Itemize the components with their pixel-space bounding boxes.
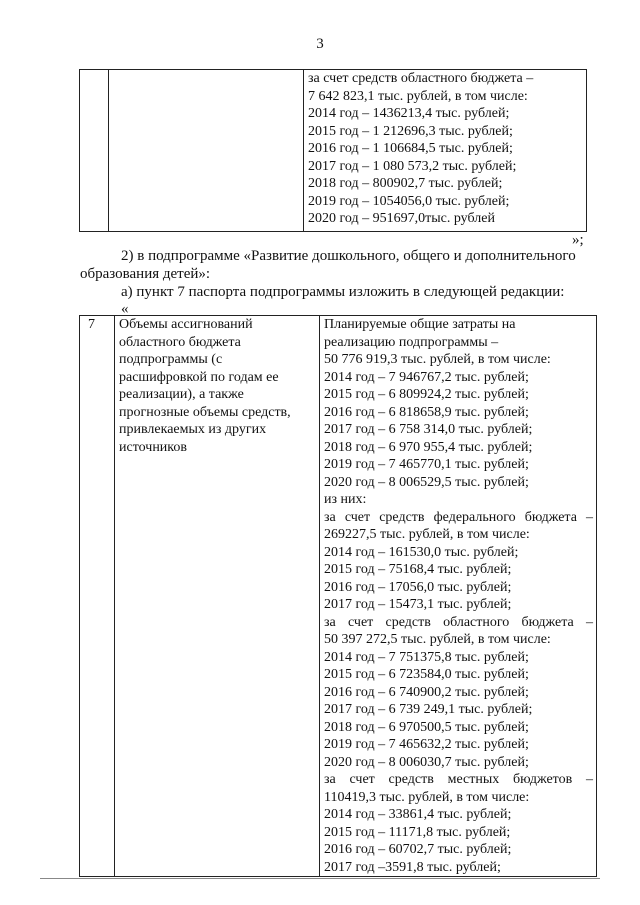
text-line: областного бюджета (119, 334, 241, 350)
text-line: расшифровкой по годам ее (119, 369, 279, 385)
text-line: 269227,5 тыс. рублей, в том числе: (324, 527, 530, 542)
text-line: прогнозные объемы средств, (119, 404, 291, 420)
passport-table (79, 315, 597, 877)
text-line: реализации), а также (119, 387, 244, 402)
text-line: 2015 год – 6 723584,0 тыс. рублей; (324, 667, 529, 682)
text-line: Объемы ассигнований (119, 317, 253, 332)
opening-quote: « (121, 301, 129, 317)
text-line: 2019 год – 7 465632,2 тыс. рублей; (324, 737, 529, 752)
text-line: 2018 год – 6 970500,5 тыс. рублей; (324, 719, 529, 735)
text-line: 2014 год – 33861,4 тыс. рублей; (324, 807, 512, 822)
table-row (80, 316, 597, 877)
value-lines (308, 70, 586, 228)
description-lines (119, 316, 319, 456)
text-line: за счет средств федерального бюджета – (324, 509, 593, 525)
page-bottom-rule (40, 878, 600, 879)
text-line: 2014 год – 161530,0 тыс. рублей; (324, 544, 519, 560)
text-line: из них: (324, 492, 367, 507)
text-line: 2017 год – 15473,1 тыс. рублей; (324, 597, 512, 612)
text-line: 2014 год – 7 946767,2 тыс. рублей; (324, 369, 529, 385)
text-line: Планируемые общие затраты на (324, 317, 516, 332)
text-line: за счет средств областного бюджета – (308, 71, 534, 86)
text-line: 2014 год – 1436213,4 тыс. рублей; (308, 106, 510, 121)
row-number: 7 (80, 316, 115, 877)
table-cell-number (80, 70, 109, 232)
text-line: 2016 год – 17056,0 тыс. рублей; (324, 579, 512, 595)
table-cell-values (320, 316, 597, 877)
text-line: 7 642 823,1 тыс. рублей, в том числе: (308, 88, 528, 104)
page-number: 3 (316, 36, 324, 52)
closing-quote: »; (572, 232, 584, 248)
text-line: 2020 год – 8 006030,7 тыс. рублей; (324, 754, 529, 770)
text-line: 2018 год – 800902,7 тыс. рублей; (308, 176, 503, 191)
text-line: 110419,3 тыс. рублей, в том числе: (324, 789, 530, 805)
text-line: за счет средств областного бюджета – (324, 614, 593, 630)
text-line: привлекаемых из других (119, 422, 267, 437)
table-cell-values (304, 70, 587, 232)
text-line: 2015 год – 1 212696,3 тыс. рублей; (308, 123, 513, 139)
text-line: 2016 год – 6 740900,2 тыс. рублей; (324, 684, 529, 700)
text-line: 2014 год – 7 751375,8 тыс. рублей; (324, 649, 529, 665)
paragraph-point7: а) пункт 7 паспорта подпрограммы изложить в следующей редакции: (121, 284, 565, 300)
text-line: 2015 год – 75168,4 тыс. рублей; (324, 562, 512, 577)
paragraph-subprogram-cont: образования детей»: (80, 266, 211, 282)
text-line: 2018 год – 6 970 955,4 тыс. рублей; (324, 439, 533, 455)
continuation-table (79, 69, 587, 232)
text-line: реализацию подпрограммы – (324, 334, 499, 350)
text-line: 50 397 272,5 тыс. рублей, в том числе: (324, 632, 551, 647)
table-cell-description (109, 70, 304, 232)
text-line: 2016 год – 6 818658,9 тыс. рублей; (324, 404, 529, 420)
text-line: 2020 год – 951697,0тыс. рублей (308, 211, 495, 226)
text-line: 50 776 919,3 тыс. рублей, в том числе: (324, 352, 551, 367)
text-line: источников (119, 439, 188, 455)
text-line: 2017 год – 6 739 249,1 тыс. рублей; (324, 702, 533, 717)
text-line: 2019 год – 7 465770,1 тыс. рублей; (324, 457, 529, 472)
text-line: за счет средств местных бюджетов – (324, 772, 593, 787)
text-line: 2015 год – 6 809924,2 тыс. рублей; (324, 387, 529, 402)
text-line: 2017 год –3591,8 тыс. рублей; (324, 859, 501, 875)
value-lines (324, 316, 593, 876)
text-line: 2016 год – 1 106684,5 тыс. рублей; (308, 141, 513, 156)
table-cell-description (115, 316, 320, 877)
text-line: 2017 год – 6 758 314,0 тыс. рублей; (324, 422, 533, 437)
text-line: 2015 год – 11171,8 тыс. рублей; (324, 824, 511, 840)
text-line: 2017 год – 1 080 573,2 тыс. рублей; (308, 158, 517, 174)
text-line: 2019 год – 1054056,0 тыс. рублей; (308, 193, 510, 209)
table-row (80, 70, 587, 232)
text-line: 2020 год – 8 006529,5 тыс. рублей; (324, 474, 529, 490)
text-line: подпрограммы (с (119, 352, 223, 367)
paragraph-subprogram: 2) в подпрограмме «Развитие дошкольного, общего и дополнительного (121, 248, 576, 264)
text-line: 2016 год – 60702,7 тыс. рублей; (324, 842, 512, 857)
